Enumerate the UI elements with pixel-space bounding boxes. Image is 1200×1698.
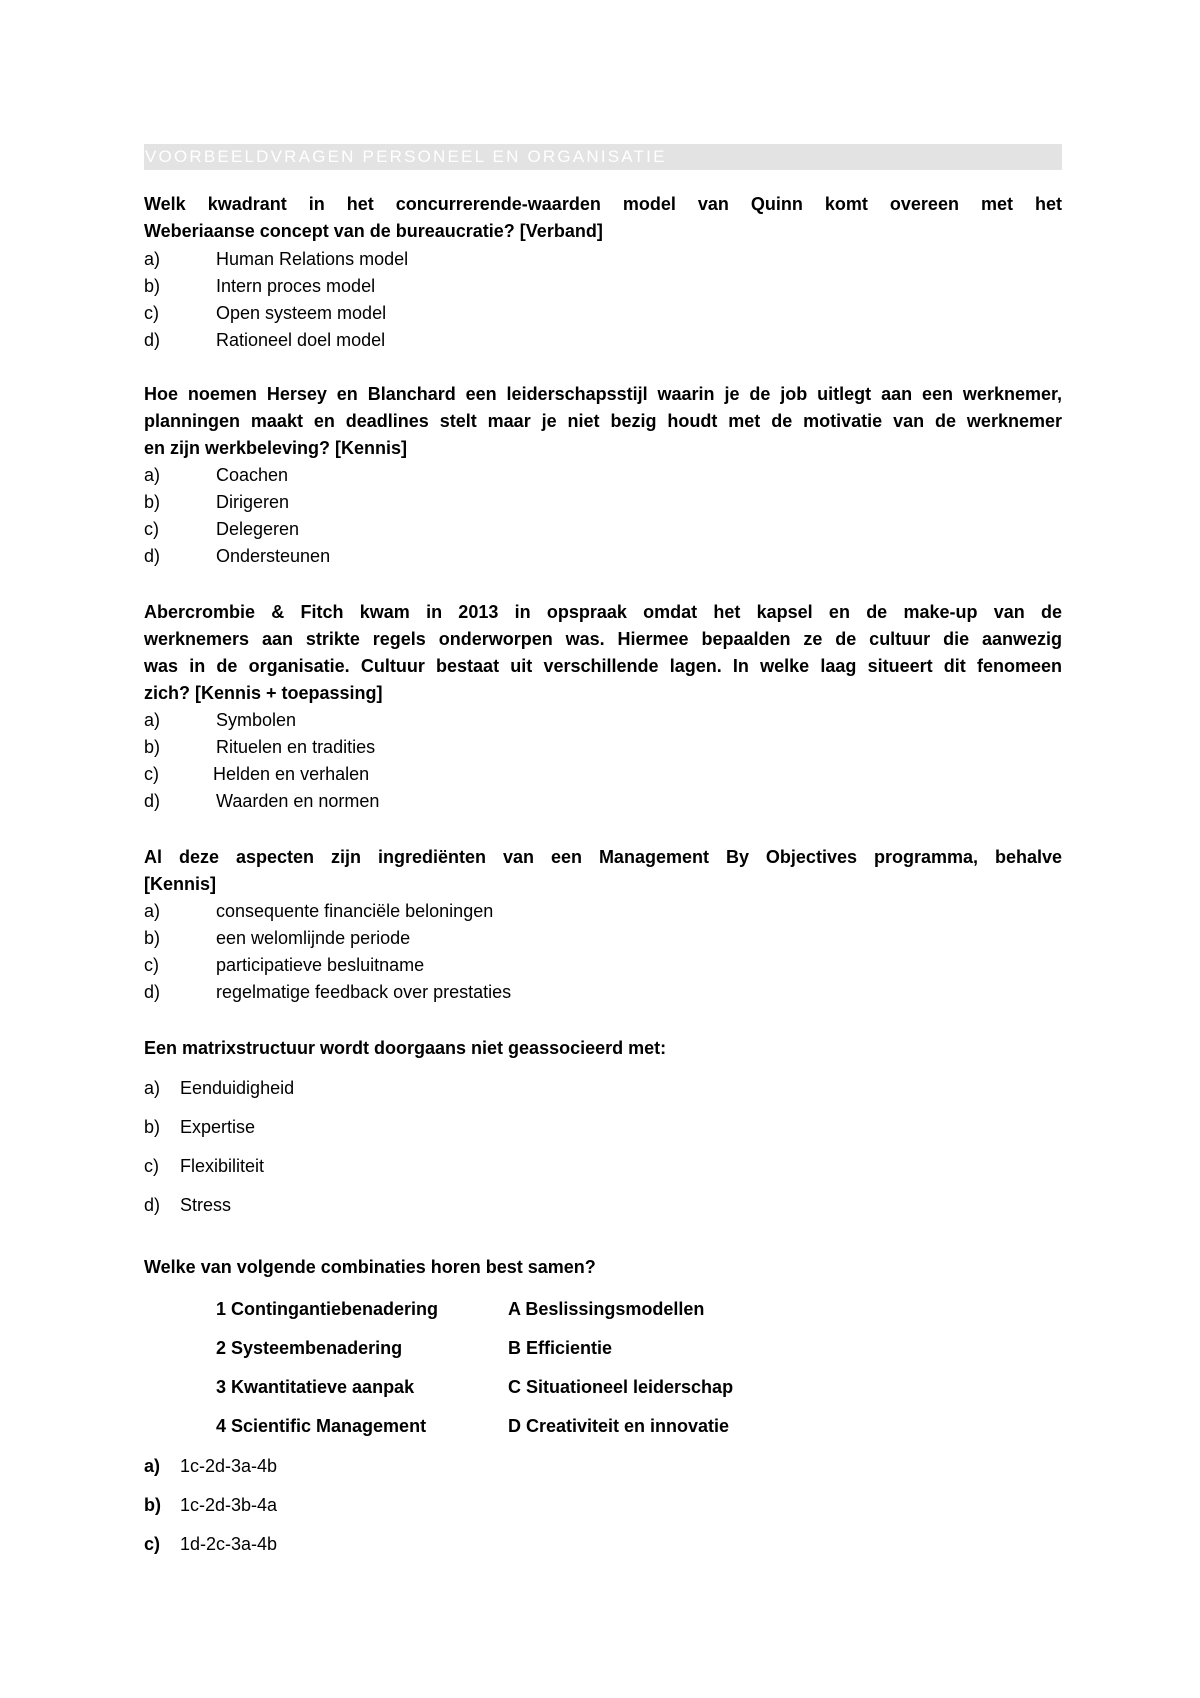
- option-text: Ondersteunen: [216, 546, 331, 566]
- question-text-line: Welk kwadrant in het concurrerende-waarden model van Quinn komt overeen met het: [144, 194, 1062, 214]
- option-label: b): [144, 276, 161, 296]
- pair-left: 4 Scientific Management: [216, 1416, 427, 1436]
- option-label: c): [144, 519, 159, 539]
- option-text: Rituelen en tradities: [216, 737, 376, 757]
- option-text: Delegeren: [216, 519, 300, 539]
- option-label: c): [144, 1534, 161, 1554]
- option-text: 1c-2d-3b-4a: [180, 1495, 278, 1515]
- option-label: a): [144, 901, 161, 921]
- pair-left: 2 Systeembenadering: [216, 1338, 403, 1358]
- option-label: c): [144, 955, 159, 975]
- option-text: Open systeem model: [216, 303, 387, 323]
- option-text: Intern proces model: [216, 276, 376, 296]
- pair-right: D Creativiteit en innovatie: [508, 1416, 730, 1436]
- pair-right: C Situationeel leiderschap: [508, 1377, 734, 1397]
- question-text-line: Al deze aspecten zijn ingrediënten van een Management By Objectives programma, behalve: [144, 847, 1062, 867]
- option-label: d): [144, 982, 161, 1002]
- option-label: a): [144, 1078, 161, 1098]
- option-text: Coachen: [216, 465, 289, 485]
- option-label: d): [144, 546, 161, 566]
- pair-right: B Efficientie: [508, 1338, 613, 1358]
- pair-left: 3 Kwantitatieve aanpak: [216, 1377, 415, 1397]
- option-label: d): [144, 1195, 161, 1215]
- option-label: b): [144, 1117, 161, 1137]
- option-label: b): [144, 737, 161, 757]
- option-label: a): [144, 249, 161, 269]
- option-text: Stress: [180, 1195, 232, 1215]
- option-label: d): [144, 791, 161, 811]
- option-label: c): [144, 303, 159, 323]
- option-label: a): [144, 710, 161, 730]
- option-text: Rationeel doel model: [216, 330, 386, 350]
- pair-right: A Beslissingsmodellen: [508, 1299, 705, 1319]
- question-text-line: Abercrombie & Fitch kwam in 2013 in opspraak omdat het kapsel en de make-up van de: [144, 602, 1062, 622]
- question-text-line: zich? [Kennis + toepassing]: [144, 683, 383, 703]
- option-text: consequente financiële beloningen: [216, 901, 494, 921]
- option-text: participatieve besluitname: [216, 955, 425, 975]
- question-text-line: [Kennis]: [144, 874, 216, 894]
- question-text-line: Hoe noemen Hersey en Blanchard een leiderschapsstijl waarin je de job uitlegt aan een werknemer,: [144, 384, 1062, 404]
- option-label: c): [144, 764, 159, 784]
- option-text: Eenduidigheid: [180, 1078, 295, 1098]
- option-text: Expertise: [180, 1117, 256, 1137]
- option-text: Waarden en normen: [216, 791, 380, 811]
- option-text: een welomlijnde periode: [216, 928, 411, 948]
- question-text-line: Welke van volgende combinaties horen best samen?: [144, 1257, 596, 1277]
- option-text: Flexibiliteit: [180, 1156, 265, 1176]
- option-label: d): [144, 330, 161, 350]
- option-text: Dirigeren: [216, 492, 290, 512]
- question-text-line: planningen maakt en deadlines stelt maar je niet bezig houdt met de motivatie van de werknemer: [144, 411, 1062, 431]
- question-text-line: Een matrixstructuur wordt doorgaans niet geassocieerd met:: [144, 1038, 667, 1058]
- option-text: 1d-2c-3a-4b: [180, 1534, 278, 1554]
- option-text: Helden en verhalen: [213, 764, 370, 784]
- option-text: 1c-2d-3a-4b: [180, 1456, 278, 1476]
- option-label: a): [144, 1456, 161, 1476]
- question-text-line: was in de organisatie. Cultuur bestaat uit verschillende lagen. In welke laag situeert dit fenomeen: [144, 656, 1062, 676]
- option-text: regelmatige feedback over prestaties: [216, 982, 512, 1002]
- pair-left: 1 Contingantiebenadering: [216, 1299, 439, 1319]
- option-label: a): [144, 465, 161, 485]
- option-label: c): [144, 1156, 159, 1176]
- question-text-line: en zijn werkbeleving? [Kennis]: [144, 438, 408, 458]
- option-label: b): [144, 1495, 161, 1515]
- option-text: Symbolen: [216, 710, 297, 730]
- option-label: b): [144, 928, 161, 948]
- question-text-line: werknemers aan strikte regels onderworpen was. Hiermee bepaalden ze de cultuur die aanwezig: [144, 629, 1062, 649]
- option-label: b): [144, 492, 161, 512]
- question-text-line: Weberiaanse concept van de bureaucratie? [Verband]: [144, 221, 603, 241]
- document-title: VOORBEELDVRAGEN PERSONEEL EN ORGANISATIE: [145, 147, 667, 166]
- option-text: Human Relations model: [216, 249, 409, 269]
